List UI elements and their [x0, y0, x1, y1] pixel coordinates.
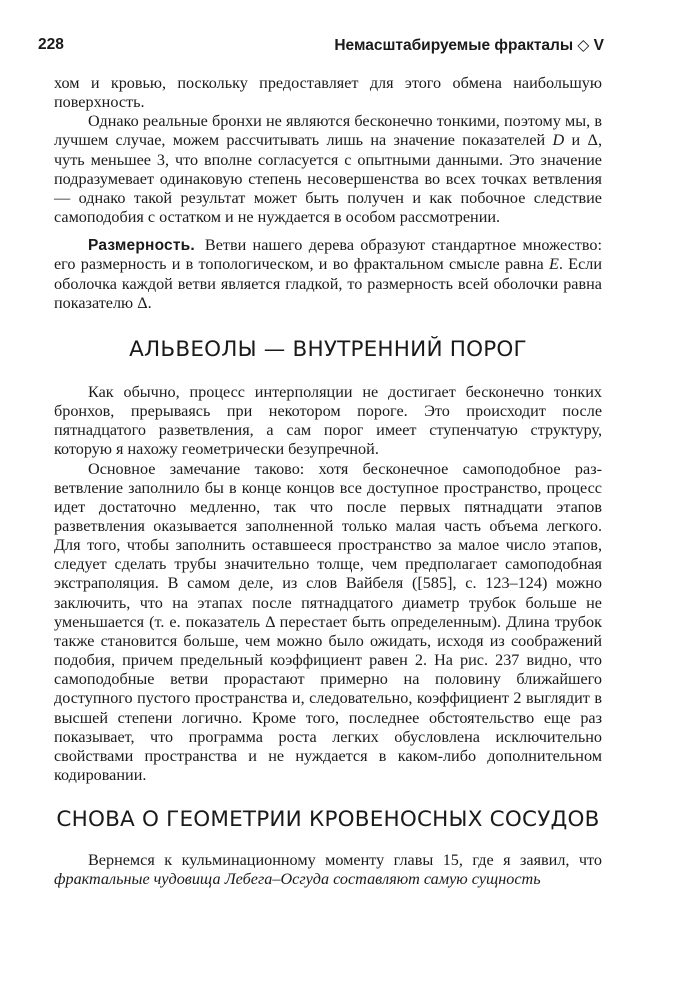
paragraph-continuation	[54, 74, 602, 112]
paragraph-text: и	[564, 131, 588, 150]
paragraph-real-bronchi	[54, 112, 602, 227]
math-symbol-e: E	[549, 255, 559, 274]
italic-emphasis: фрактальные чудовища Лебега–Осгуда составляют самую сущность	[54, 870, 541, 889]
paragraph-text: Как обычно, процесс интерполяции не достигает бесконечно тонких бронхов, прерываясь при некотором пороге. Это происходит после пятнадцатого разветвления, а сам порог имеет ступенчатую структуру, которую я нахожу геометрически безупречной.	[54, 382, 602, 459]
section-heading-alveoli: АЛЬВЕОЛЫ — ВНУТРЕННИЙ ПОРОГ	[129, 336, 527, 362]
paragraph-text: Вернемся к кульминационному моменту главы 15, где я заявил, что	[88, 851, 602, 870]
paragraph-text: Ветви нашего дерева образуют стандартное множество: его размерность и в топологическом, и во фрактальном смысле равна	[54, 236, 602, 274]
paragraph-text: Однако реальные бронхи не являются бесконечно тонкими, поэтому мы, в лучшем случае, можем рассчитывать лишь на значение показателей	[54, 112, 602, 150]
paragraph-main-remark	[54, 460, 602, 786]
page-header	[38, 28, 604, 54]
running-title: Немасштабируемые фракталы ◇ V	[334, 37, 604, 54]
paragraph-culmination	[54, 851, 602, 889]
paragraph-interpolation	[54, 383, 602, 460]
math-symbol-delta: Δ	[137, 293, 148, 312]
paragraph-text: .	[147, 293, 152, 312]
paragraph-text: Основное замечание таково: хотя бесконечное самоподобное разветвление заполнило бы в конце концов все доступное пространство, процесс идет достаточно медленно, так что после первых пятнадцати этапов разветвления оказывается заполненной только малая часть объема легкого. Для того, чтобы заполнить оставшееся пространство за малое число этапов, следует сделать трубы значительно толще, чем предполагает самоподобная экстраполяция. В самом деле, из слов Вайбеля ([585], с. 123–124) можно заключить, что на этапах после пятнадцатого диаметр трубок больше не уменьшается (т. е. показатель	[54, 459, 602, 631]
math-symbol-delta: Δ	[587, 131, 598, 150]
page-body	[54, 74, 602, 889]
math-symbol-delta: Δ	[265, 612, 275, 631]
run-in-heading: Размерность.	[88, 237, 195, 255]
section-heading-blood-vessels: СНОВА О ГЕОМЕТРИИ КРОВЕНОСНЫХ СОСУДОВ	[56, 807, 600, 833]
paragraph-text: хом и кровью, поскольку предоставляет для этого обмена наибольшую поверхность.	[54, 74, 602, 112]
paragraph-text: перестает быть определенным). Длина трубок также становится больше, чем можно было ожидать, исходя из соображений подобия, причем предельный коэффициент равен 2. На рис. 237 видно, что самоподобные ветви прорастают примерно на половину ближайшего доступного пустого пространства и, следовательно, коэффициент 2 выглядит в высшей степени логично. Кроме того, последнее обстоятельство еще раз показывает, что программа роста легких обусловлена исключительно свойствами пространства и не нуждается в каком-либо дополнительном кодировании.	[54, 612, 602, 784]
paragraph-text: . Если оболочка каждой ветви является гладкой, то размерность всей оболочки равна показателю	[54, 255, 602, 312]
page-number: 228	[38, 36, 64, 53]
paragraph-text: , чуть меньшее 3, что вполне согласуется с опытными данными. Это значение подразумевает одинаковую степень несовершенства во всех точках ветвления — однако такой результат может быть получен и как побочное следствие самоподобия с остатком и не нуждается в особом рассмотрении.	[54, 131, 602, 227]
math-symbol-d: D	[552, 131, 565, 150]
paragraph-dimension	[54, 236, 602, 313]
